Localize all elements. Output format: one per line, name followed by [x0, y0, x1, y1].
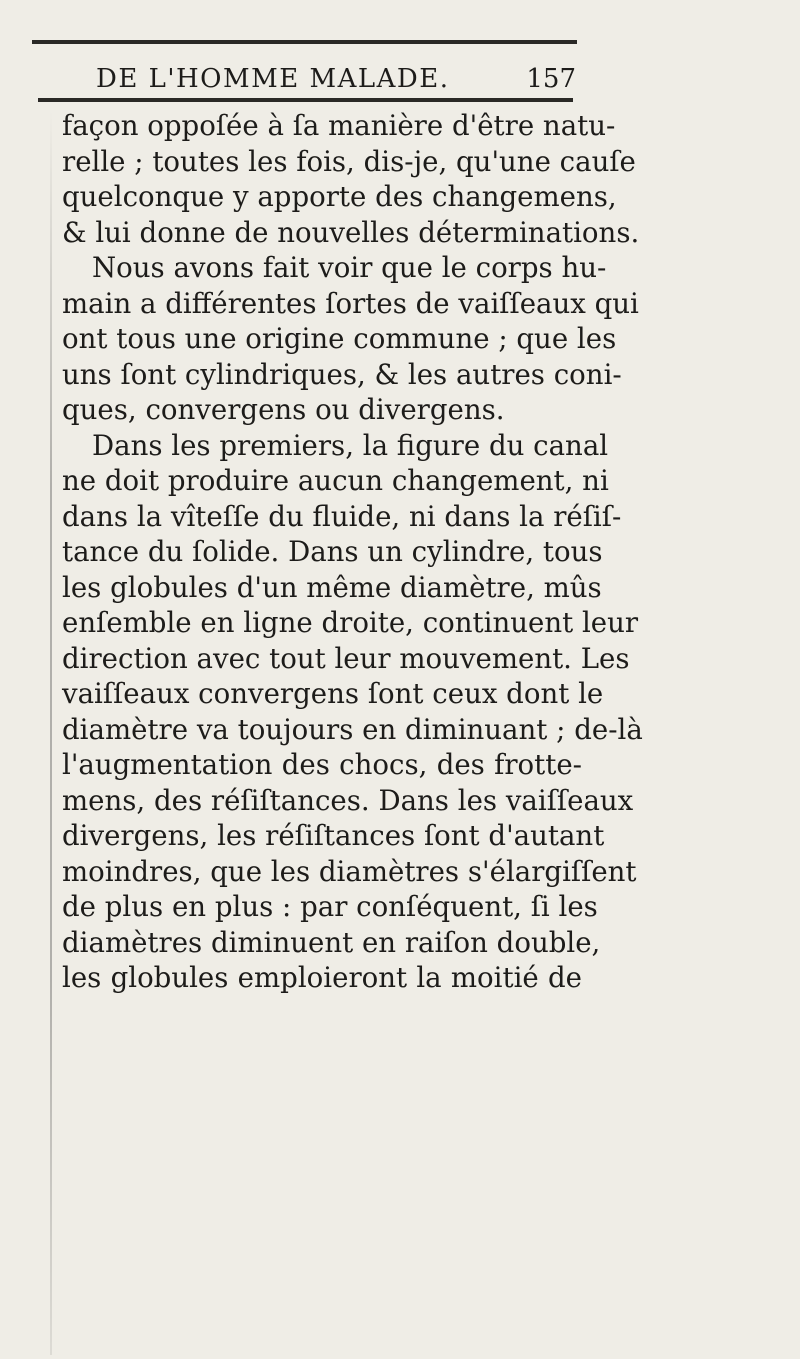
text-line-2: relle ; toutes les fois, dis-je, qu'une cauſe	[62, 144, 636, 178]
text-line-18: diamètre va toujours en diminuant ; de-là	[62, 712, 643, 746]
text-line-19: l'augmentation des chocs, des frotte-	[62, 748, 582, 781]
text-line-14: les globules d'un même diamètre, mûs	[62, 570, 602, 604]
text-line-10: Dans les premiers, la figure du canal	[92, 428, 609, 462]
text-line-11: ne doit produire aucun changement, ni	[62, 464, 609, 497]
gutter-shadow	[50, 110, 52, 1355]
text-line-1: façon oppoſée à ſa manière d'être natu-	[62, 109, 616, 142]
text-line-21: divergens, les réſiſtances ſont d'autant	[62, 819, 605, 852]
top-rule	[32, 40, 577, 44]
text-line-8: uns ſont cylindriques, & les autres coni-	[62, 357, 622, 391]
text-line-9: ques, convergens ou divergens.	[62, 393, 505, 426]
running-title: DE L'HOMME MALADE.	[96, 64, 450, 94]
text-line-12: dans la vîteſſe du fluide, ni dans la réſiſ-	[62, 499, 622, 533]
text-line-24: diamètres diminuent en raiſon double,	[62, 925, 601, 959]
text-line-13: tance du ſolide. Dans un cylindre, tous	[62, 535, 603, 568]
text-line-25: les globules emploieront la moitié de	[62, 961, 582, 994]
body-text	[62, 108, 643, 996]
header-rule	[38, 98, 573, 102]
text-line-7: ont tous une origine commune ; que les	[62, 322, 617, 355]
text-line-5: Nous avons fait voir que le corps hu-	[92, 251, 607, 284]
text-line-20: mens, des réſiſtances. Dans les vaiſſeaux	[62, 783, 634, 817]
text-line-16: direction avec tout leur mouvement. Les	[62, 641, 630, 675]
text-line-22: moindres, que les diamètres s'élargiſſent	[62, 854, 637, 888]
text-line-3: quelconque y apporte des changemens,	[62, 180, 617, 213]
text-line-17: vaiſſeaux convergens ſont ceux dont le	[62, 677, 604, 710]
text-line-15: enſemble en ligne droite, continuent leur	[62, 606, 639, 639]
text-line-4: & lui donne de nouvelles déterminations.	[62, 215, 640, 249]
page-number: 157	[526, 64, 576, 94]
text-line-6: main a différentes ſortes de vaiſſeaux qui	[62, 286, 639, 320]
text-line-23: de plus en plus : par conſéquent, ſi les	[62, 890, 598, 923]
